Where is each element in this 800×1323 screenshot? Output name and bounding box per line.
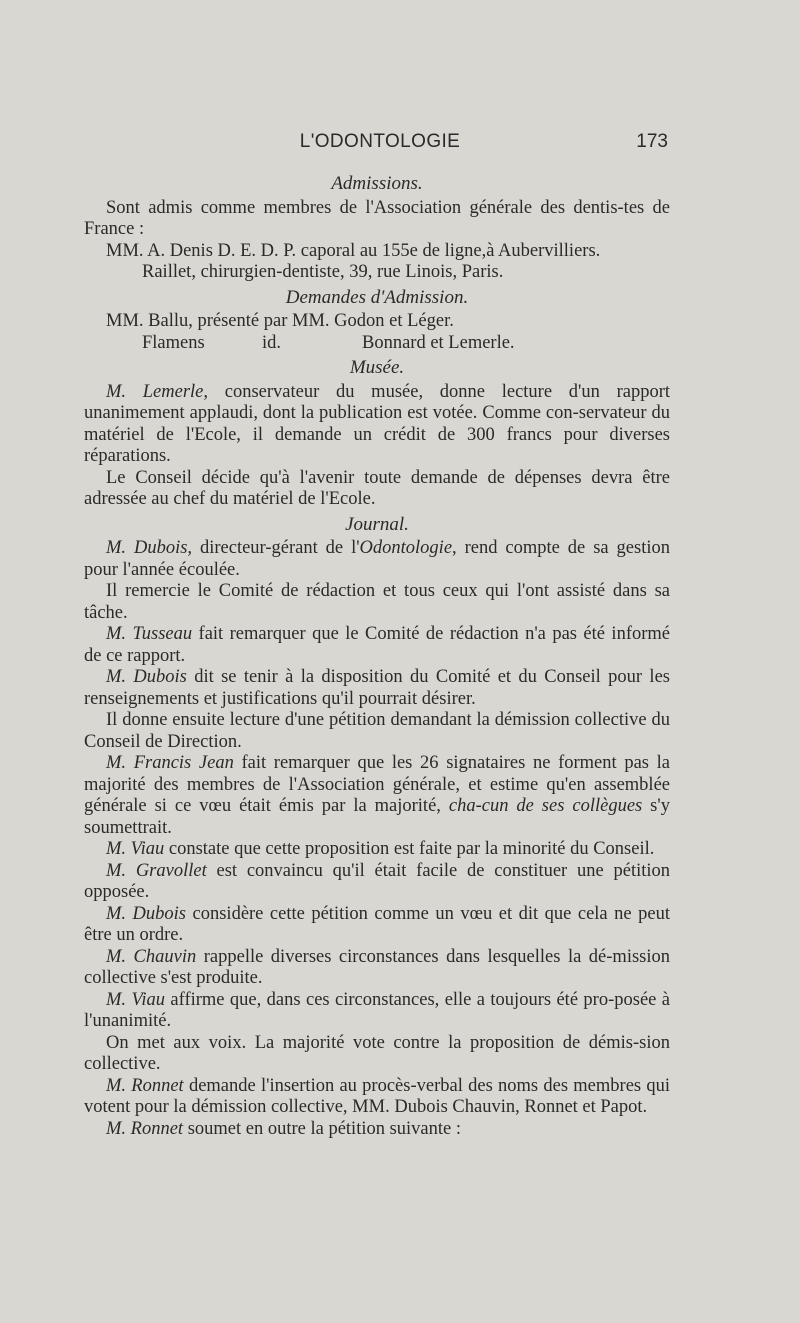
running-title: L'ODONTOLOGIE <box>299 131 461 152</box>
paragraph <box>84 839 670 861</box>
speaker-name: M. Lemerle, <box>106 381 209 402</box>
paragraph <box>84 538 670 581</box>
speaker-name: M. Dubois <box>106 903 186 924</box>
paragraph-text: soumet en outre la pétition suivante : <box>183 1118 462 1139</box>
speaker-name: M. Chauvin <box>106 946 197 967</box>
paragraph: Sont admis comme membres de l'Association générale des dentis-tes de France : <box>84 197 670 239</box>
paragraph-text: directeur-gérant de l' <box>192 538 360 558</box>
speaker-name: M. Gravollet <box>106 860 207 881</box>
speaker-name: M. Francis Jean <box>106 753 234 773</box>
paragraph <box>84 1119 670 1141</box>
demande-detail: présenté par MM. Godon et Léger. <box>197 311 454 331</box>
speaker-name: M. Viau <box>106 989 166 1010</box>
journal-title: Odontologie <box>359 538 453 558</box>
paragraph-text: constate que cette proposition est faite par la minorité du Conseil. <box>164 839 655 859</box>
speaker-name: M. Ronnet <box>106 1075 184 1096</box>
paragraph <box>84 1076 670 1119</box>
paragraph-text: demande l'insertion au procès-verbal des noms des membres qui votent pour la démission collective, MM. Dubois Chauvin, Ronnet et Papot. <box>84 1075 671 1117</box>
speaker-name: M. Dubois, <box>106 538 193 558</box>
speaker-name: M. Viau <box>106 839 165 859</box>
paragraph <box>84 861 670 904</box>
paragraph <box>84 904 670 947</box>
paragraph-text: , rend compte de sa gestion pour l'année écoulée. <box>84 538 670 580</box>
paragraph: Il donne ensuite lecture d'une pétition demandant la démission collective du Conseil de Direction. <box>84 710 670 752</box>
section-title-admissions: Admissions. <box>331 173 423 194</box>
page-number: 173 <box>636 131 668 152</box>
paragraph-text: rappelle diverses circonstances dans lesquelles la dé-mission collective s'est produite. <box>84 946 670 988</box>
admission-line: Raillet, chirurgien-dentiste, 39, rue Linois, Paris. <box>142 262 504 282</box>
paragraph-text: dit se tenir à la disposition du Comité et du Conseil pour les renseignements et justifications qu'il pourrait désirer. <box>84 667 670 709</box>
section-title-demandes: Demandes d'Admission. <box>285 286 469 308</box>
paragraph-text: considère cette pétition comme un vœu et dit que cela ne peut être un ordre. <box>84 903 670 945</box>
paragraph-text: fait remarquer que le Comité de rédaction n'a pas été informé de ce rapport. <box>84 624 670 666</box>
section-title-journal: Journal. <box>345 513 409 535</box>
speaker-name: M. Ronnet <box>106 1118 184 1139</box>
demande-line <box>84 311 670 333</box>
paragraph <box>84 382 670 468</box>
demande-detail: Bonnard et Lemerle. <box>362 332 515 353</box>
demande-name: Flamens <box>142 332 205 353</box>
paragraph <box>84 624 670 667</box>
speaker-name: M. Tusseau <box>106 624 193 644</box>
paragraph-text: est convaincu qu'il était facile de constituer une pétition opposée. <box>84 860 670 902</box>
paragraph-italic: cha-cun de ses collègues <box>448 796 643 816</box>
paragraph-text: fait remarquer que les 26 signataires ne forment pas la majorité des membres de l'Association générale, et estime qu'en assemblée générale si ce vœu était émis par la majorité, <box>84 753 670 816</box>
demande-detail: id. <box>262 332 282 353</box>
demande-line <box>84 333 670 355</box>
paragraph-text: conservateur du musée, donne lecture d'un rapport unanimement applaudi, dont la publication est votée. Comme con-servateur du matériel de l'Ecole, il demande un crédit de 300 francs pour diverses réparations. <box>84 381 670 466</box>
paragraph: Il remercie le Comité de rédaction et tous ceux qui l'ont assisté dans sa tâche. <box>84 581 670 623</box>
admission-line: MM. A. Denis D. E. D. P. caporal au 155e de ligne,à Aubervilliers. <box>106 240 601 261</box>
paragraph <box>84 753 670 839</box>
speaker-name: M. Dubois <box>106 667 187 687</box>
section-title-musee: Musée. <box>349 357 405 378</box>
paragraph <box>84 947 670 990</box>
paragraph-text: s'y soumettrait. <box>84 796 670 838</box>
paragraph: Le Conseil décide qu'à l'avenir toute demande de dépenses devra être adressée au chef du matériel de l'Ecole. <box>84 467 670 509</box>
demande-name: MM. Ballu, <box>106 311 193 331</box>
paragraph-text: affirme que, dans ces circonstances, elle a toujours été pro-posée à l'unanimité. <box>84 989 670 1031</box>
body-text <box>84 170 670 1140</box>
paragraph <box>84 990 670 1033</box>
paragraph: On met aux voix. La majorité vote contre la proposition de démis-sion collective. <box>84 1032 670 1074</box>
page-header <box>84 131 676 159</box>
paragraph <box>84 667 670 710</box>
